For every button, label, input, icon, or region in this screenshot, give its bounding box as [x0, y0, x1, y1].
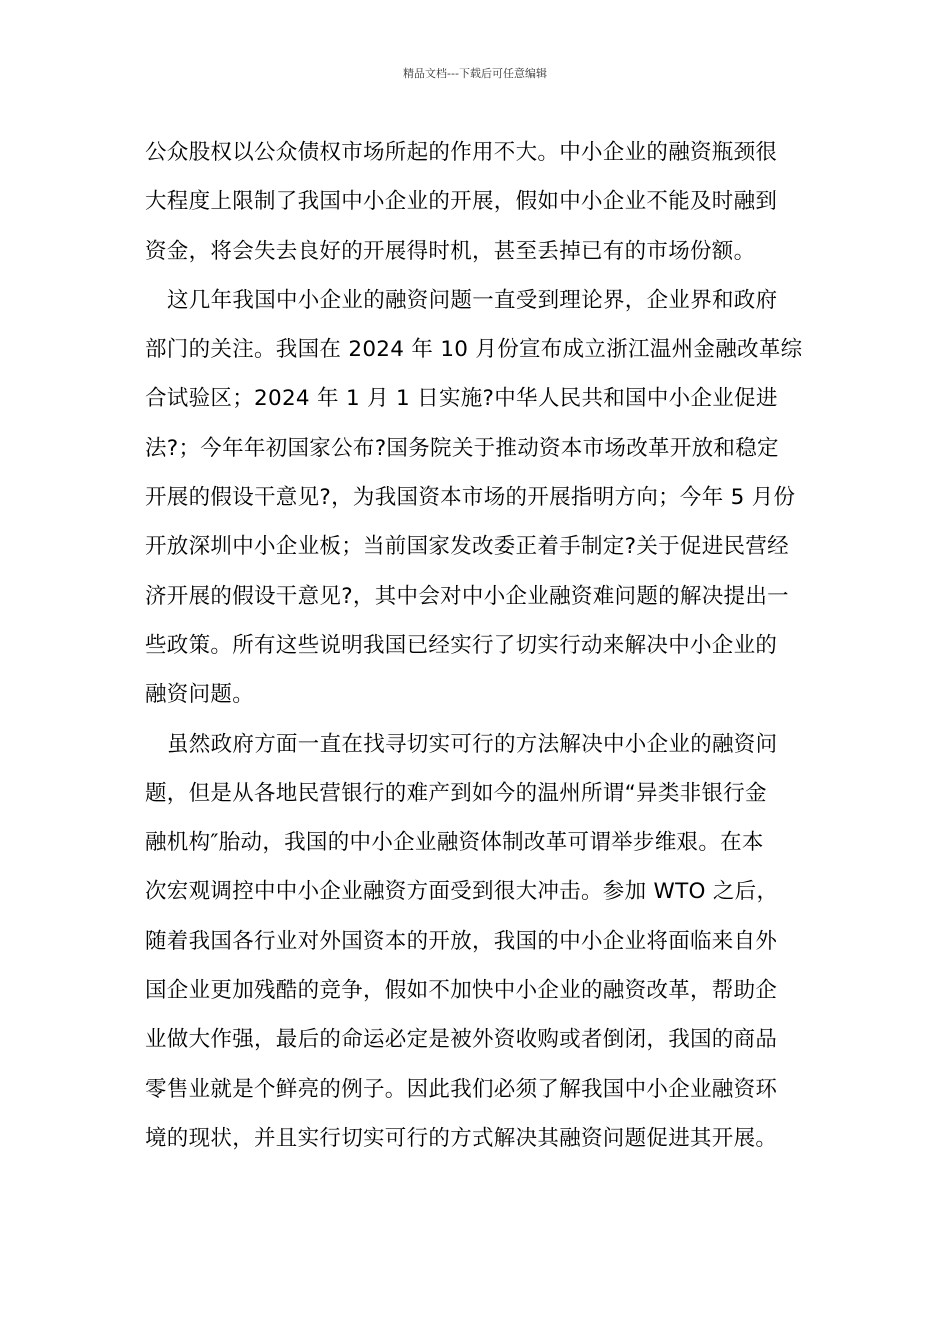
text-line: 大程度上限制了我国中小企业的开展，假如中小企业不能及时融到 — [145, 189, 778, 215]
paragraph-1 — [145, 128, 805, 276]
text-line: 这几年我国中小企业的融资问题一直受到理论界，企业界和政府 — [167, 287, 778, 313]
paragraph-3 — [145, 720, 805, 1164]
text-line: 合试验区；2024 年 1 月 1 日实施?中华人民共和国中小企业促进 — [145, 386, 778, 412]
text-line: 开放深圳中小企业板；当前国家发改委正着手制定?关于促进民营经 — [145, 534, 789, 560]
text-line: 虽然政府方面一直在找寻切实可行的方法解决中小企业的融资问 — [167, 731, 778, 757]
text-line: 题，但是从各地民营银行的难产到如今的温州所谓“异类非银行金 — [145, 780, 767, 806]
page-header: 精品文档---下载后可任意编辑 — [403, 67, 547, 80]
text-line: 随着我国各行业对外国资本的开放，我国的中小企业将面临来自外 — [145, 928, 778, 954]
text-line: 国企业更加残酷的竞争，假如不加快中小企业的融资改革，帮助企 — [145, 978, 778, 1004]
text-line: 次宏观调控中中小企业融资方面受到很大冲击。参加 WTO 之后， — [145, 879, 779, 905]
document-body — [145, 128, 805, 1163]
text-line: 部门的关注。我国在 2024 年 10 月份宣布成立浙江温州金融改革综 — [145, 337, 803, 363]
text-line: 济开展的假设干意见?，其中会对中小企业融资难问题的解决提出一 — [145, 583, 789, 609]
paragraph-2 — [145, 276, 805, 720]
text-line: 公众股权以公众债权市场所起的作用不大。中小企业的融资瓶颈很 — [145, 140, 778, 165]
text-line: 些政策。所有这些说明我国已经实行了切实行动来解决中小企业的 — [145, 632, 778, 658]
text-line: 法?；今年年初国家公布?国务院关于推动资本市场改革开放和稳定 — [145, 435, 779, 461]
text-line: 业做大作强，最后的命运必定是被外资收购或者倒闭，我国的商品 — [145, 1027, 778, 1053]
text-line: 零售业就是个鲜亮的例子。因此我们必须了解我国中小企业融资环 — [145, 1076, 778, 1102]
text-line: 融机构″胎动，我国的中小企业融资体制改革可谓举步维艰。在本 — [145, 830, 764, 856]
text-line: 融资问题。 — [145, 682, 255, 708]
text-line: 境的现状，并且实行切实可行的方式解决其融资问题促进其开展。 — [145, 1125, 778, 1151]
text-line: 资金，将会失去良好的开展得时机，甚至丢掉已有的市场份额。 — [145, 238, 756, 264]
text-line: 开展的假设干意见?，为我国资本市场的开展指明方向；今年 5 月份 — [145, 485, 796, 511]
